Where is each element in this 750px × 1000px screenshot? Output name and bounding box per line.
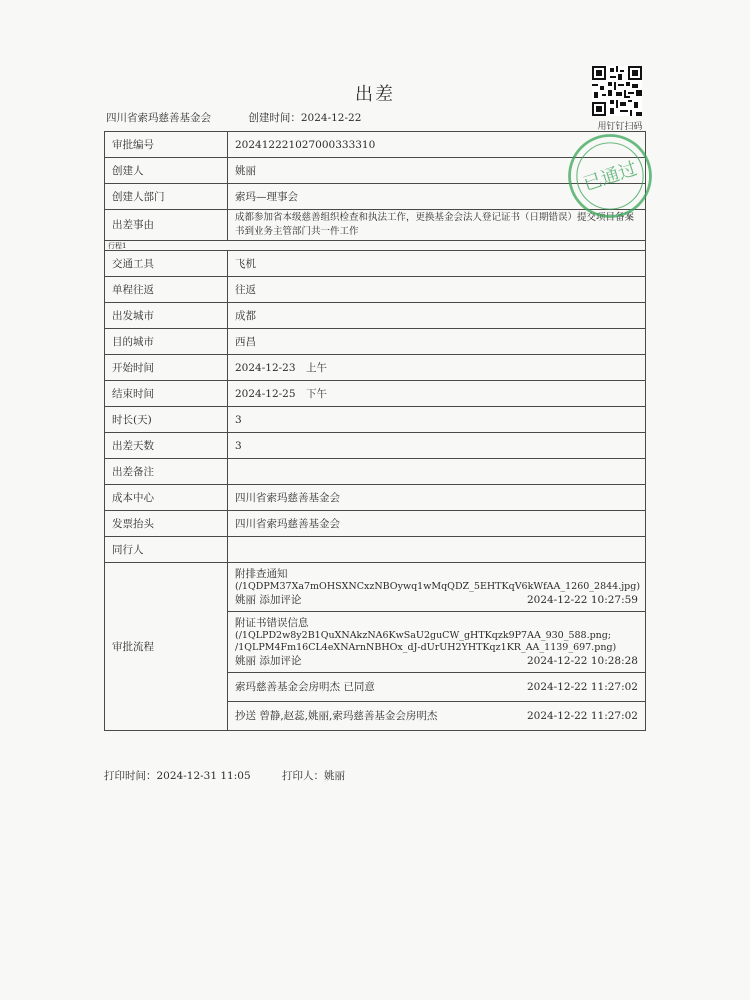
cost-center-value: 四川省索玛慈善基金会 — [228, 485, 646, 511]
qr-caption: 用钉钉扫码 — [597, 122, 643, 132]
note-value — [228, 459, 646, 485]
flow-actor: 姚丽 添加评论 — [235, 655, 302, 667]
stamp-text: 已通过 — [580, 158, 640, 196]
table-row — [105, 485, 646, 511]
approval-number: 202412221027000333310 — [228, 132, 646, 158]
field-label: 审批流程 — [105, 563, 228, 731]
field-label: 出差备注 — [105, 459, 228, 485]
table-row — [105, 511, 646, 537]
field-label: 同行人 — [105, 537, 228, 563]
flow-time: 2024-12-22 11:27:02 — [526, 710, 638, 722]
table-row — [105, 303, 646, 329]
table-row — [105, 381, 646, 407]
page-title: 出差 — [355, 84, 395, 105]
table-row — [105, 407, 646, 433]
flow-actor: 姚丽 添加评论 — [235, 594, 302, 606]
qr-code-icon — [592, 66, 642, 116]
field-label: 目的城市 — [105, 329, 228, 355]
field-label: 出发城市 — [105, 303, 228, 329]
field-label: 发票抬头 — [105, 511, 228, 537]
field-label: 创建人 — [105, 158, 228, 184]
duration-value: 3 — [228, 407, 646, 433]
table-row — [105, 433, 646, 459]
table-row — [105, 537, 646, 563]
end-time-value: 2024-12-25 下午 — [228, 381, 646, 407]
field-label: 成本中心 — [105, 485, 228, 511]
attachment-link[interactable]: /1QLPM4Fm16CL4eXNArnNBHOx_dJ-dUrUH2YHTKqz1KR_AA_1139_697.png) — [235, 642, 617, 653]
field-label: 交通工具 — [105, 251, 228, 277]
start-time-value: 2024-12-23 上午 — [228, 355, 646, 381]
flow-text: 附证书错误信息 — [235, 617, 309, 629]
flow-entry — [228, 612, 645, 673]
flow-actor: 索玛慈善基金会房明杰 已同意 — [235, 681, 375, 693]
field-label: 创建人部门 — [105, 184, 228, 210]
print-time: 打印时间：2024-12-31 11:05 — [104, 770, 251, 782]
table-row — [105, 277, 646, 303]
flow-text: 附排查通知 — [235, 568, 288, 580]
flow-time: 2024-12-22 10:27:59 — [526, 594, 638, 606]
printer-name: 打印人：姚丽 — [281, 770, 345, 782]
reason-value: 成都参加省本级慈善组织检查和执法工作，更换基金会法人登记证书（日期错误）提交项目备案书到业务主管部门共一件工作 — [228, 210, 646, 241]
table-row — [105, 251, 646, 277]
approved-stamp — [564, 130, 656, 222]
invoice-title-value: 四川省索玛慈善基金会 — [228, 511, 646, 537]
flow-time: 2024-12-22 10:28:28 — [526, 655, 638, 667]
approval-flow — [228, 563, 646, 731]
round-value: 往返 — [228, 277, 646, 303]
creator-value: 姚丽 — [228, 158, 646, 184]
table-row — [105, 563, 646, 731]
header-meta — [106, 110, 395, 125]
attachment-link[interactable]: (/1QDPM37Xa7mOHSXNCxzNBOywq1wMqQDZ_5EHTKqV6kWfAA_1260_2844.jpg) — [235, 581, 641, 592]
flow-entry — [228, 673, 645, 702]
field-label: 出差事由 — [105, 210, 228, 241]
print-footer — [104, 768, 373, 783]
transport-value: 飞机 — [228, 251, 646, 277]
dept-value: 索玛—理事会 — [228, 184, 646, 210]
field-label: 审批编号 — [105, 132, 228, 158]
field-label: 开始时间 — [105, 355, 228, 381]
attachment-link[interactable]: (/1QLPD2w8y2B1QuXNAkzNA6KwSaU2guCW_gHTKqzk9P7AA_930_588.png; — [235, 630, 612, 641]
created-time: 创建时间：2024-12-22 — [248, 112, 362, 124]
flow-entry — [228, 702, 645, 730]
field-label: 单程往返 — [105, 277, 228, 303]
table-row — [105, 459, 646, 485]
from-city-value: 成都 — [228, 303, 646, 329]
field-label: 出差天数 — [105, 433, 228, 459]
field-label: 时长(天) — [105, 407, 228, 433]
flow-cc: 抄送 曾静,赵蕊,姚丽,索玛慈善基金会房明杰 — [235, 710, 438, 722]
table-row — [105, 241, 646, 251]
field-label: 结束时间 — [105, 381, 228, 407]
table-row — [105, 355, 646, 381]
to-city-value: 西昌 — [228, 329, 646, 355]
table-row — [105, 329, 646, 355]
flow-entry — [228, 563, 645, 612]
trip-days-value: 3 — [228, 433, 646, 459]
org-name: 四川省索玛慈善基金会 — [106, 112, 211, 124]
flow-time: 2024-12-22 11:27:02 — [526, 681, 638, 693]
companion-value — [228, 537, 646, 563]
trip-section-label: 行程1 — [105, 241, 646, 251]
